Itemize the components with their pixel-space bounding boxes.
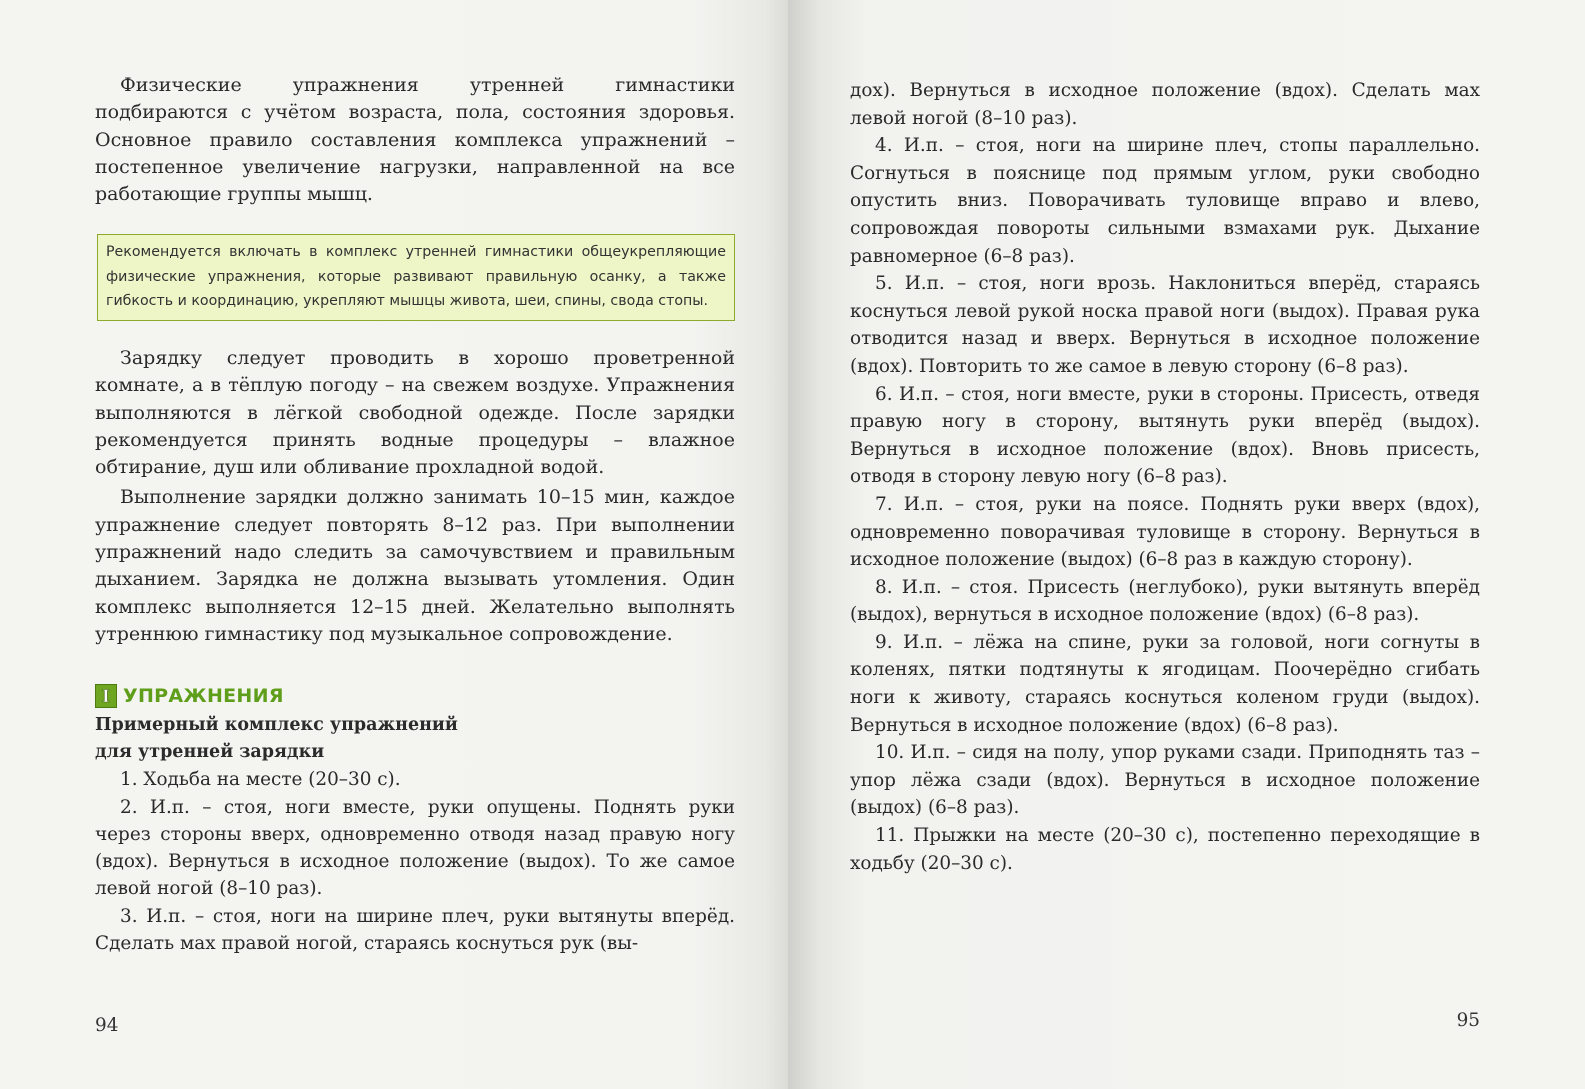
right-page <box>788 0 1585 1089</box>
right-column <box>850 77 1480 877</box>
duration-paragraph: Выполнение зарядки должно занимать 10–15 мин, каждое упражнение следует повторять 8–12 раз. При выполнении упражнений надо следить за самочувствием и правильным дыханием. Зарядка не должна вызывать утомления. Один комплекс выполняется 12–15 дней. Желательно выполнять утреннюю гимнастику под музыкальное сопровождение. <box>95 486 735 645</box>
exercise-item: 3. И.п. – стоя, ноги на ширине плеч, руки вытянуты вперёд. Сделать мах правой ногой, стараясь коснуться рук (вы- <box>95 905 735 955</box>
left-column <box>95 72 735 957</box>
left-page <box>0 0 788 1089</box>
complex-subtitle-line-2: для утренней зарядки <box>95 742 325 763</box>
exercise-item: 10. И.п. – сидя на полу, упор руками сзади. Приподнять таз – упор лёжа сзади (вдох). Вернуться в исходное положение (выдох) (6–8 раз). <box>850 742 1480 819</box>
complex-subtitle-line-1: Примерный комплекс упражнений <box>95 715 458 736</box>
complex-subtitle <box>95 712 735 766</box>
section-i-icon <box>95 684 117 708</box>
recommendation-note-text: Рекомендуется включать в комплекс утренней гимнастики общеукрепляющие физические упражнения, которые развивают правильную осанку, а также гибкость и координацию, укрепляют мышцы живота, шеи, спины, свода стопы. <box>106 244 726 310</box>
exercise-item: 1. Ходьба на месте (20–30 с). <box>120 769 401 791</box>
ventilation-paragraph: Зарядку следует проводить в хорошо проветренной комнате, а в тёплую погоду – на свежем воздухе. Упражнения выполняются в лёгкой свободной одежде. После зарядки рекомендуется принять водные процедуры – влажное обтирание, душ или обливание прохладной водой. <box>95 346 735 479</box>
exercise-item: 5. И.п. – стоя, ноги врозь. Наклониться вперёд, стараясь коснуться левой рукой носка правой ноги (выдох). Правая рука отводится назад и вверх. Вернуться в исходное положение (вдох). Повторить то же самое в левую сторону (6–8 раз). <box>850 273 1480 377</box>
page-number-right: 95 <box>1456 1010 1480 1031</box>
section-title-text: УПРАЖНЕНИЯ <box>123 685 284 708</box>
section-icon-letter: I <box>101 687 111 706</box>
exercise-item: 7. И.п. – стоя, руки на поясе. Поднять руки вверх (вдох), одновременно поворачивая туловище в сторону. Вернуться в исходное положение (выдох) (6–8 раз в каждую сторону). <box>850 493 1480 571</box>
intro-paragraph: Физические упражнения утренней гимнастики подбираются с учётом возраста, пола, состояния здоровья. Основное правило составления комплекса упражнений – постепенное увеличение нагрузки, направленной на все работающие группы мышц. <box>95 74 735 206</box>
exercise-continuation: дох). Вернуться в исходное положение (вдох). Сделать мах левой ногой (8–10 раз). <box>850 80 1480 129</box>
exercise-item: 11. Прыжки на месте (20–30 с), постепенно переходящие в ходьбу (20–30 с). <box>850 825 1480 874</box>
exercise-item: 9. И.п. – лёжа на спине, руки за головой, ноги согнуты в коленях, пятки подтянуты к ягодицам. Поочерёдно сгибать ноги к животу, стараясь коснуться коленом груди (выдох). Вернуться в исходное положение (вдох) (6–8 раз). <box>850 631 1480 736</box>
page-number-left: 94 <box>95 1015 119 1036</box>
exercises-section-heading <box>95 684 735 708</box>
exercise-item: 4. И.п. – стоя, ноги на ширине плеч, стопы параллельно. Согнуться в пояснице под прямым углом, руки свободно опустить вниз. Поворачивать туловище вправо и влево, сопровождая повороты сильными взмахами рук. Дыхание равномерное (6–8 раз). <box>850 135 1480 267</box>
exercise-item: 2. И.п. – стоя, ноги вместе, руки опущены. Поднять руки через стороны вверх, одновременно отводя назад правую ногу (вдох). Вернуться в исходное положение (выдох). То же самое левой ногой (8–10 раз). <box>95 796 735 900</box>
recommendation-note-box <box>97 234 735 321</box>
exercise-item: 6. И.п. – стоя, ноги вместе, руки в стороны. Присесть, отведя правую ногу в сторону, вытянуть руки вперёд (выдох). Вернуться в исходное положение (вдох). Вновь присесть, отводя в сторону левую ногу (6–8 раз). <box>850 383 1480 488</box>
exercise-item: 8. И.п. – стоя. Присесть (неглубоко), руки вытянуть вперёд (выдох), вернуться в исходное положение (вдох) (6–8 раз). <box>850 576 1480 626</box>
